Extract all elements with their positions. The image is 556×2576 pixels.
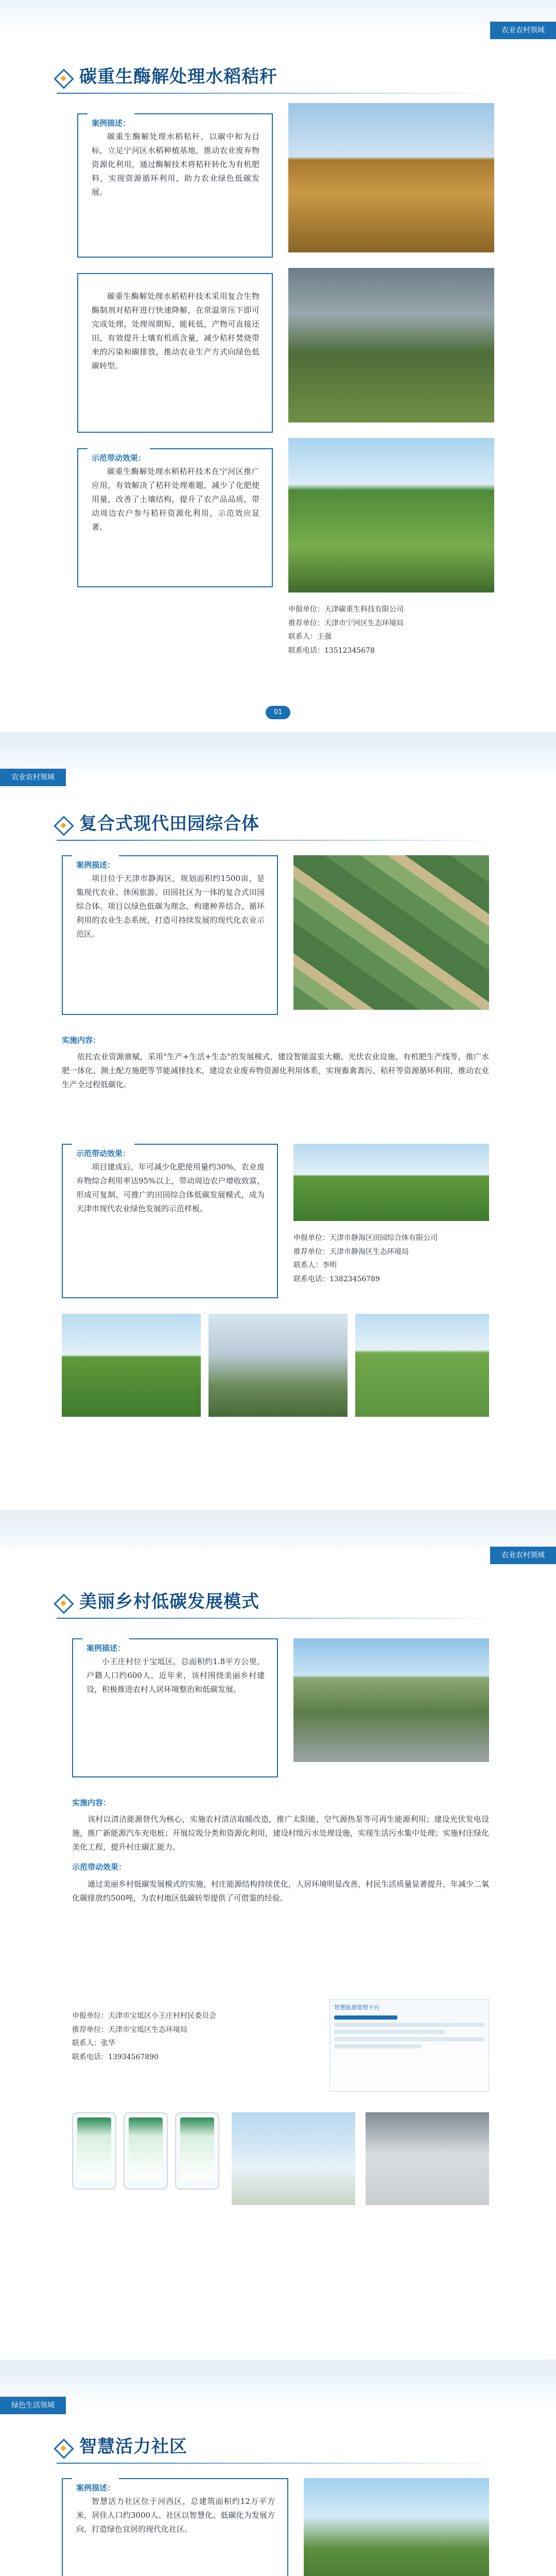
subsection-heading: 实施内容： xyxy=(62,1036,101,1045)
box-label: 示范带动效果： xyxy=(88,448,150,465)
technology-text: 碳重生酶解处理水稻秸秆技术采用复合生物酶制剂对秸秆进行快速降解，在常温常压下即可完成处理，处理周期短，能耗低，产物可直接还田，有效提升土壤有机质含量，减少秸秆焚烧带来的污染和碳排放，推动农业生产方式向绿色低碳转型。 xyxy=(92,292,259,370)
info-unit-row: 申报单位：天津市静海区田园综合体有限公司 xyxy=(293,1234,438,1242)
implementation-text: 依托农业资源禀赋，采用"生产+生活+生态"的发展模式，建设智能温室大棚、光伏农业设施、有机肥生产线等，推广水肥一体化、测土配方施肥等节能减排技术，建设农业废弃物资源化利用体系，实现畜禽粪污、秸秆等资源循环利用，推动农业生产全过程低碳化。 xyxy=(62,1052,489,1090)
section-tag: 农业农村领域 xyxy=(490,22,556,39)
page-2 xyxy=(0,747,556,1510)
info-block xyxy=(293,1231,510,1286)
section-tag: 农业农村领域 xyxy=(490,1547,556,1564)
effect-box xyxy=(77,448,273,587)
case-title-row xyxy=(57,1587,259,1618)
info-contact-row: 联系人：王强 xyxy=(288,633,332,641)
info-contact: 王强 xyxy=(317,633,332,641)
title-underline xyxy=(57,2463,499,2464)
info-recommend-row: 推荐单位：天津市宁河区生态环境局 xyxy=(288,619,404,628)
dashboard-bar xyxy=(334,2044,421,2048)
info-block xyxy=(288,603,505,657)
diamond-icon xyxy=(57,817,72,832)
case-title: 复合式现代田园综合体 xyxy=(79,814,259,835)
case-title: 美丽乡村低碳发展模式 xyxy=(79,1591,259,1613)
case-title: 智慧活力社区 xyxy=(79,2436,187,2458)
case-title-row xyxy=(57,809,259,840)
village-aerial-photo xyxy=(293,1638,489,1762)
info-recommend-row: 推荐单位：天津市静海区生态环境局 xyxy=(293,1247,409,1256)
dashboard-bar xyxy=(334,2037,484,2041)
aerial-map-photo xyxy=(293,855,489,1010)
info-contact-row: 联系人：张华 xyxy=(72,2039,115,2048)
dashboard-title: 智慧能源管理平台 xyxy=(334,2004,379,2011)
info-unit-row: 申报单位：天津市宝坻区小王庄村村民委员会 xyxy=(72,2012,216,2020)
subsection-heading: 实施内容： xyxy=(72,1798,111,1807)
phone-app-screenshot xyxy=(124,2112,168,2190)
description-text: 碳重生酶解处理水稻秸秆，以碳中和为目标，立足宁河区水稻种植基地，推动农业废弃物资源化利用，通过酶解技术将秸秆转化为有机肥料，实现资源循环利用，助力农业绿色低碳发展。 xyxy=(92,132,259,197)
info-unit: 天津市宝坻区小王庄村村民委员会 xyxy=(108,2012,216,2020)
case-title-row xyxy=(57,2432,187,2463)
effect-text: 项目建成后，年可减少化肥使用量约30%，农业废弃物综合利用率达95%以上，带动周边农户增收致富，形成可复制、可推广的田园综合体低碳发展模式，成为天津市现代农业绿色发展的示范样板。 xyxy=(76,1162,265,1213)
info-phone: 13934567890 xyxy=(108,2053,159,2061)
info-recommend: 天津市静海区生态环境局 xyxy=(329,1247,409,1256)
phone-screen xyxy=(129,2117,163,2179)
description-box xyxy=(62,855,278,1015)
implementation-text: 该村以清洁能源替代为核心，实施农村清洁取暖改造，推广太阳能、空气源热泵等可再生能源利用；建设光伏发电设施，推广新能源汽车充电桩；开展垃圾分类和资源化利用，建设村级污水处理设施，实现生活污水集中处理；实施村庄绿化美化工程，提升村庄碳汇能力。 xyxy=(72,1815,490,1852)
page-header-band xyxy=(0,1525,556,1556)
rice-field-photo xyxy=(288,103,494,252)
info-phone-row: 联系电话：13934567890 xyxy=(72,2053,159,2061)
info-contact-row: 联系人：李明 xyxy=(293,1261,337,1270)
info-phone-row: 联系电话：13512345678 xyxy=(288,646,375,655)
page-header-band xyxy=(0,0,556,31)
diamond-icon xyxy=(57,70,72,85)
info-block xyxy=(72,2009,319,2064)
effect-text: 碳重生酶解处理水稻秸秆技术在宁河区推广应用，有效解决了秸秆处理难题，减少了化肥使用量，改善了土壤结构，提升了农产品品质，带动周边农户参与秸秆资源化利用，示范效应显著。 xyxy=(92,467,259,532)
page-4 xyxy=(0,2375,556,2576)
crop-field-photo xyxy=(293,1144,489,1221)
section-tag: 农业农村领域 xyxy=(0,769,66,786)
phone-screen xyxy=(77,2117,111,2179)
box-label: 示范带动效果： xyxy=(72,1144,134,1160)
info-unit: 天津碳重生科技有限公司 xyxy=(324,605,404,614)
page-header-band xyxy=(0,2375,556,2406)
rice-paddy-photo xyxy=(288,438,494,592)
page-1 xyxy=(0,0,556,732)
box-label: 案例描述： xyxy=(82,1638,129,1655)
diamond-icon xyxy=(57,2439,72,2455)
info-phone: 13512345678 xyxy=(324,646,375,655)
farm-photo xyxy=(62,1314,201,1417)
wind-turbine-photo xyxy=(232,2112,355,2205)
info-phone-row: 联系电话：13823456789 xyxy=(293,1275,380,1283)
dashboard-bar xyxy=(334,2015,397,2020)
description-box xyxy=(72,1638,278,1777)
case-title: 碳重生酶解处理水稻秸秆 xyxy=(79,66,277,88)
implementation-section xyxy=(72,1793,489,1905)
description-text: 小王庄村位于宝坻区，总面积约1.8平方公里，户籍人口约600人。近年来，该村围绕美丽乡村建设，积极推进农村人居环境整治和低碳发展。 xyxy=(86,1657,265,1694)
diamond-icon xyxy=(57,1595,72,1610)
description-text: 项目位于天津市静海区，规划面积约1500亩，是集现代农业、休闲旅游、田园社区为一体的复合式田园综合体。项目以绿色低碳为理念，构建种养结合、循环利用的农业生态系统，打造可持续发展的现代化农业示范区。 xyxy=(76,874,265,939)
info-phone: 13823456789 xyxy=(329,1275,380,1283)
info-recommend-row: 推荐单位：天津市宝坻区生态环境局 xyxy=(72,2025,187,2034)
description-box xyxy=(77,113,273,258)
info-recommend: 天津市宁河区生态环境局 xyxy=(324,619,404,628)
energy-dashboard-screenshot xyxy=(329,1999,489,2092)
case-title-row xyxy=(57,62,277,93)
subsection-heading: 示范带动效果： xyxy=(72,1862,127,1872)
greenhouse-tunnel-photo xyxy=(208,1314,348,1417)
lawn-photo xyxy=(355,1314,489,1417)
info-contact: 李明 xyxy=(322,1261,337,1270)
implementation-section xyxy=(62,1030,489,1092)
phone-app-screenshot xyxy=(175,2112,219,2190)
description-text: 智慧活力社区位于河西区，总建筑面积约12万平方米，居住人口约3000人。社区以智慧化、低碳化为发展方向，打造绿色宜居的现代化社区。 xyxy=(76,2497,275,2534)
ev-charging-photo xyxy=(366,2112,489,2205)
page-number: 01 xyxy=(266,706,290,719)
community-photo xyxy=(304,2478,489,2576)
box-label: 案例描述： xyxy=(72,855,119,872)
processing-site-photo xyxy=(288,268,494,422)
phone-screen xyxy=(180,2117,214,2179)
dashboard-bar xyxy=(334,2023,484,2027)
title-underline xyxy=(57,1618,499,1619)
title-underline xyxy=(57,93,499,94)
technology-box xyxy=(77,273,273,433)
box-label: 案例描述： xyxy=(88,113,134,130)
title-underline xyxy=(57,840,499,841)
box-label: 案例描述： xyxy=(72,2478,119,2495)
info-unit: 天津市静海区田园综合体有限公司 xyxy=(329,1234,438,1242)
dashboard-bar xyxy=(334,2030,445,2034)
page-3 xyxy=(0,1525,556,2360)
description-box xyxy=(62,2478,288,2576)
page-header-band xyxy=(0,747,556,778)
info-recommend: 天津市宝坻区生态环境局 xyxy=(108,2025,187,2034)
phone-app-screenshot xyxy=(72,2112,116,2190)
section-tag: 绿色生活领域 xyxy=(0,2397,66,2414)
effect-box xyxy=(62,1144,278,1298)
effect-text: 通过美丽乡村低碳发展模式的实施，村庄能源结构持续优化，人居环境明显改善，村民生活质量显著提升，年减少二氧化碳排放约500吨，为农村地区低碳转型提供了可借鉴的经验。 xyxy=(72,1879,490,1903)
info-unit-row: 申报单位：天津碳重生科技有限公司 xyxy=(288,605,404,614)
info-contact: 张华 xyxy=(101,2039,115,2048)
